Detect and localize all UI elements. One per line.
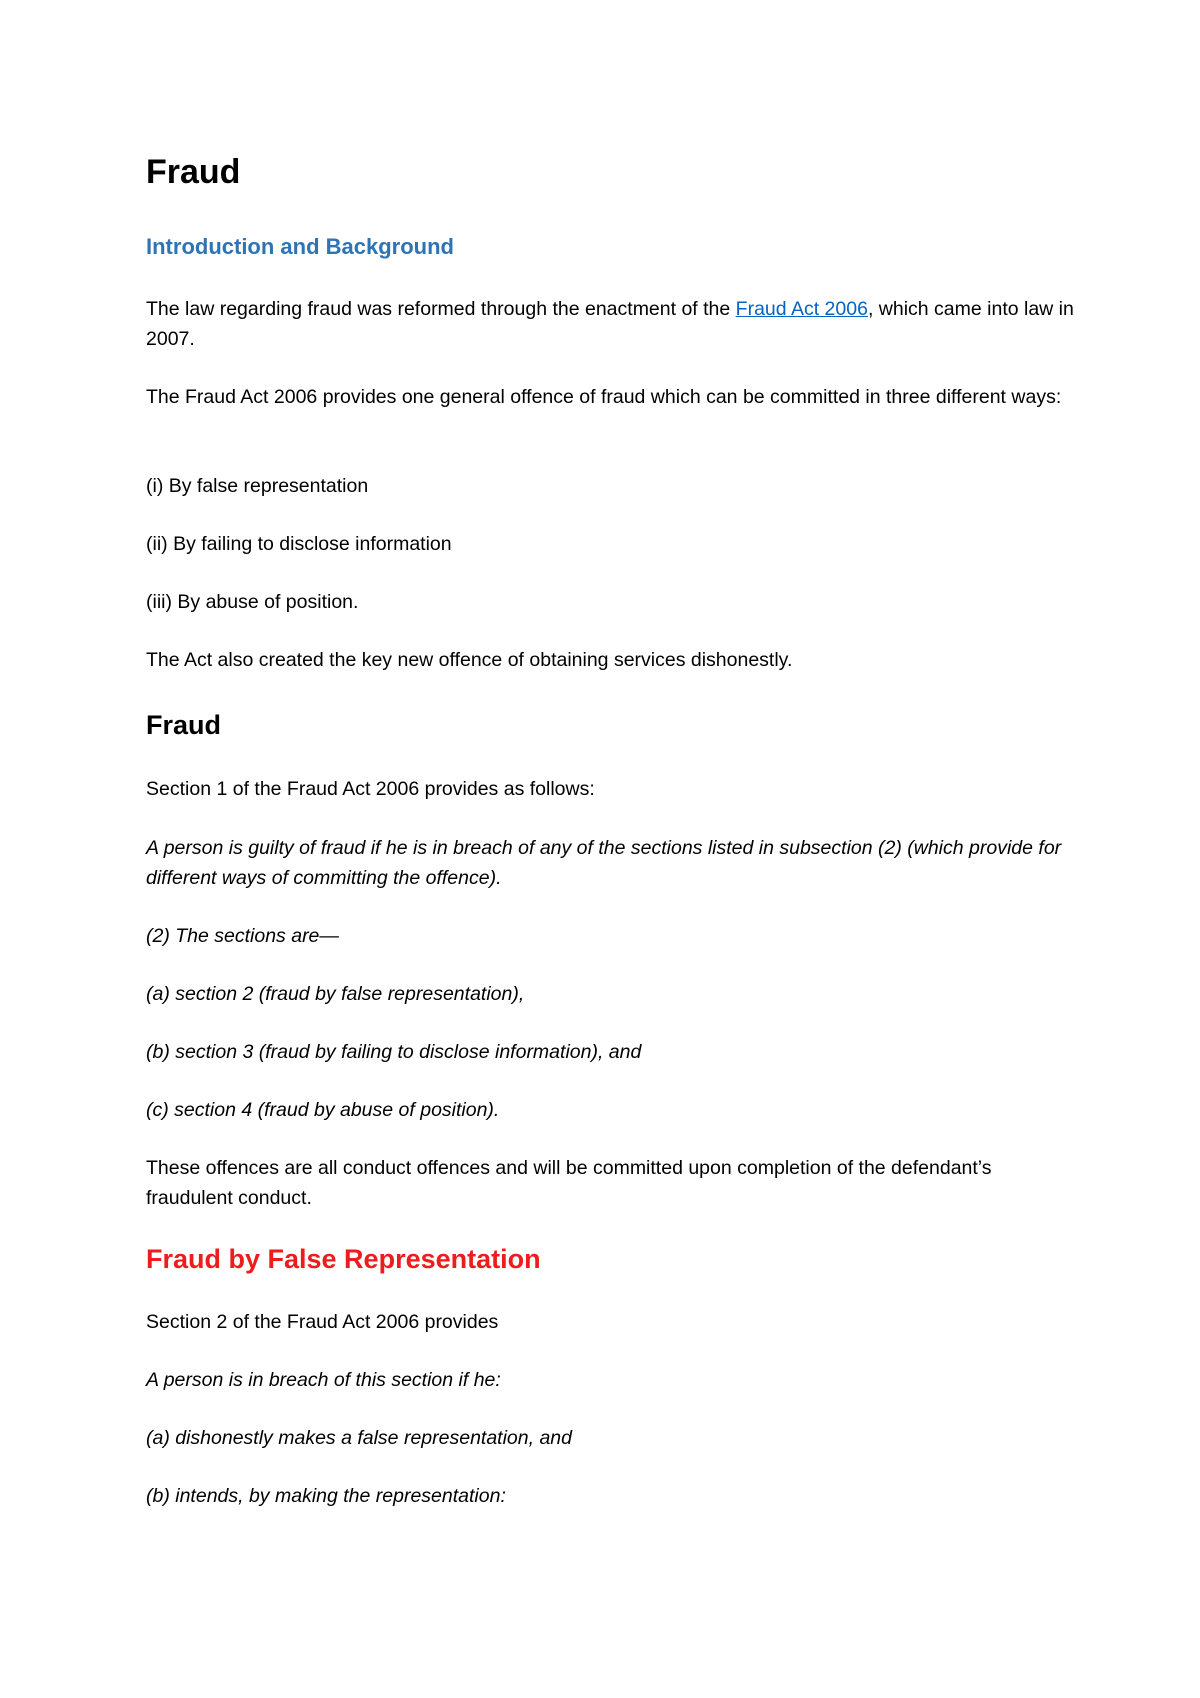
- section1-item-b: (b) section 3 (fraud by failing to disclose information), and: [146, 1041, 642, 1063]
- section2-intro: Section 2 of the Fraud Act 2006 provides: [146, 1311, 499, 1333]
- intro-heading: Introduction and Background: [146, 234, 454, 259]
- services-paragraph: The Act also created the key new offence of obtaining services dishonestly.: [146, 649, 793, 671]
- intro-text-before: The law regarding fraud was reformed through the enactment of the: [146, 298, 736, 320]
- section2-item-a: (a) dishonestly makes a false representation, and: [146, 1427, 572, 1449]
- section1-intro: Section 1 of the Fraud Act 2006 provides as follows:: [146, 778, 595, 800]
- section2-item-b: (b) intends, by making the representation:: [146, 1485, 506, 1507]
- fraud-act-2006-link[interactable]: Fraud Act 2006: [735, 298, 868, 320]
- intro-paragraph: [146, 294, 1076, 354]
- document-title: Fraud: [146, 153, 241, 191]
- subsection-2-label: (2) The sections are—: [146, 925, 339, 947]
- section2-quote: A person is in breach of this section if he:: [146, 1369, 501, 1391]
- way-item-3: (iii) By abuse of position.: [146, 591, 359, 613]
- way-item-1: (i) By false representation: [146, 475, 369, 497]
- general-offence-paragraph: The Fraud Act 2006 provides one general offence of fraud which can be committed in three different ways:: [146, 386, 1062, 408]
- conduct-offences-paragraph: These offences are all conduct offences and will be committed upon completion of the defendant’s fraudulent conduct.: [146, 1157, 992, 1209]
- intro-text-after: , which came into law in 2007.: [146, 298, 1074, 350]
- section1-item-c: (c) section 4 (fraud by abuse of position).: [146, 1099, 500, 1121]
- section1-quote: A person is guilty of fraud if he is in breach of any of the sections listed in subsection (2) (which provide for different ways of committing the offence).: [146, 837, 1062, 889]
- section1-heading: Fraud: [146, 710, 222, 740]
- section1-item-a: (a) section 2 (fraud by false representation),: [146, 983, 525, 1005]
- way-item-2: (ii) By failing to disclose information: [146, 533, 452, 555]
- section2-heading: Fraud by False Representation: [146, 1244, 541, 1274]
